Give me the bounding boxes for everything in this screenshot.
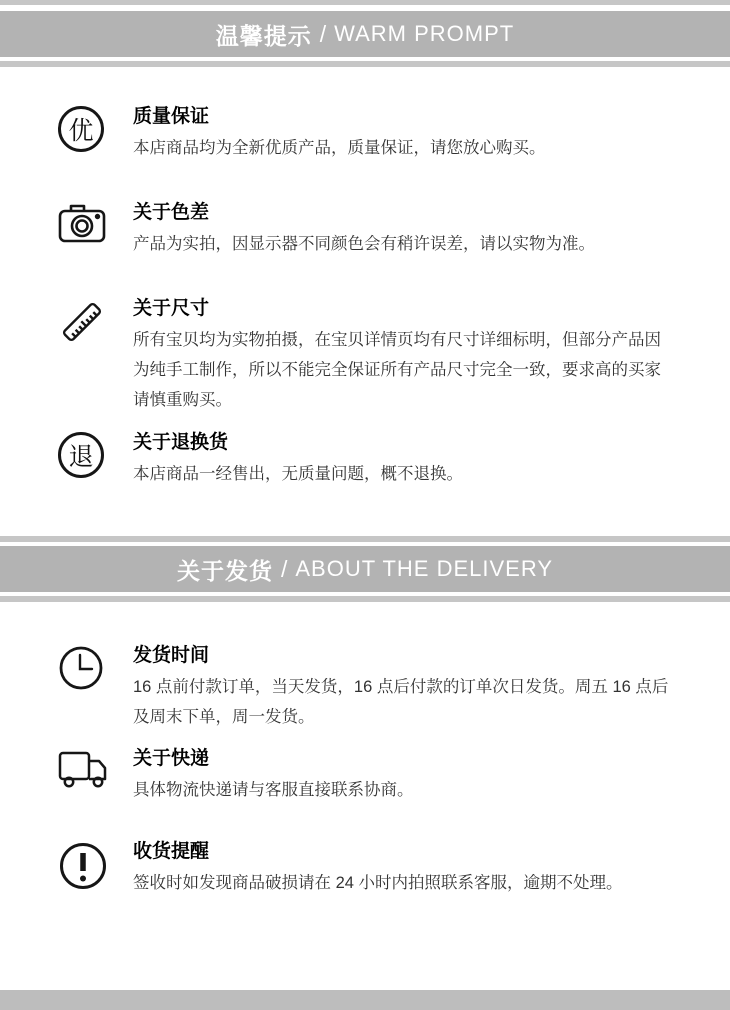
- notice-item-size: [0, 295, 730, 415]
- item-title: 质量保证: [133, 106, 210, 127]
- banner-title-zh: 温馨提示: [215, 22, 312, 49]
- notice-item-ship-time: [0, 642, 730, 732]
- notice-item-receipt: [0, 838, 730, 898]
- return-badge-icon: 退: [58, 432, 104, 478]
- notice-item-express: [0, 745, 730, 805]
- banner-title-en: ABOUT THE DELIVERY: [295, 556, 554, 581]
- item-body: 本店商品均为全新优质产品，质量保证，请您放心购买。: [133, 139, 546, 157]
- camera-icon: [58, 202, 106, 244]
- banner-separator: /: [319, 20, 327, 47]
- item-body: 本店商品一经售出，无质量问题，概不退换。: [133, 465, 463, 483]
- bottom-divider-bar: [0, 990, 730, 1010]
- item-title: 收货提醒: [133, 841, 210, 862]
- banner-bottom-line: [0, 61, 730, 67]
- clock-icon: [58, 645, 104, 691]
- delivery-bottom-line: [0, 596, 730, 602]
- notice-item-return: [0, 429, 730, 489]
- item-title: 关于快递: [133, 748, 210, 769]
- item-body: 产品为实拍，因显示器不同颜色会有稍许误差，请以实物为准。: [133, 235, 595, 253]
- item-title: 发货时间: [133, 645, 210, 666]
- delivery-banner: [0, 546, 730, 592]
- banner-title-en: WARM PROMPT: [334, 21, 515, 46]
- ruler-icon: [58, 298, 106, 346]
- quality-badge-icon: 优: [58, 106, 104, 152]
- item-title: 关于尺寸: [133, 298, 210, 319]
- item-title: 关于色差: [133, 202, 210, 223]
- item-body: 签收时如发现商品破损请在 24 小时内拍照联系客服，逾期不处理。: [133, 874, 623, 892]
- truck-icon: [58, 748, 110, 790]
- notice-item-color: [0, 199, 730, 259]
- banner-separator: /: [280, 555, 288, 582]
- banner-title-zh: 关于发货: [176, 557, 273, 584]
- item-body: 具体物流快递请与客服直接联系协商。: [133, 781, 414, 799]
- warm-prompt-banner: [0, 11, 730, 57]
- exclamation-icon: [58, 841, 108, 891]
- notice-item-quality: [0, 103, 730, 163]
- item-body: 所有宝贝均为实物拍摄，在宝贝详情页均有尺寸详细标明，但部分产品因为纯手工制作，所以不能完全保证所有产品尺寸完全一致，要求高的买家请慎重购买。: [133, 331, 661, 409]
- item-title: 关于退换货: [133, 432, 229, 453]
- item-body: 16 点前付款订单，当天发货，16 点后付款的订单次日发货。周五 16 点后及周末下单，周一发货。: [133, 678, 669, 726]
